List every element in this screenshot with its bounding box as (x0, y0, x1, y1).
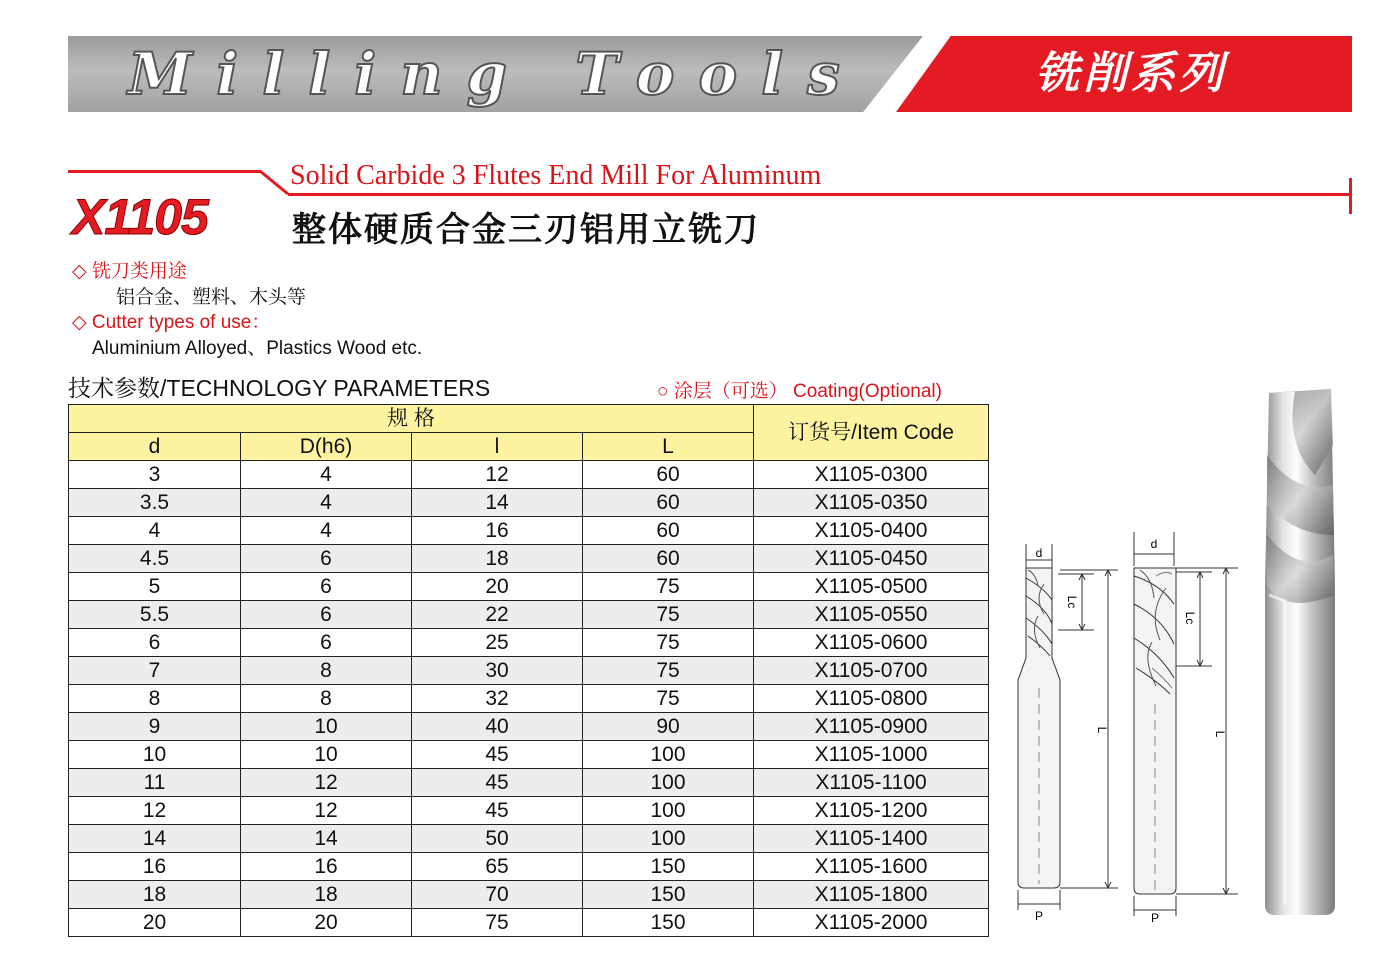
cell-item-code: X1105-0700 (754, 657, 989, 685)
cell-L: 100 (583, 825, 754, 853)
cell-item-code: X1105-1600 (754, 853, 989, 881)
spec-header: 规 格 (69, 405, 754, 433)
table-row (69, 461, 989, 489)
cell-item-code: X1105-0800 (754, 685, 989, 713)
dim-label-d: d (1035, 546, 1043, 560)
cell-d: 3.5 (69, 489, 241, 517)
cell-L: 150 (583, 909, 754, 937)
cell-item-code: X1105-1100 (754, 769, 989, 797)
dim-label-lc: Lc (1065, 595, 1079, 609)
cell-dh6: 18 (241, 881, 412, 909)
product-title-cn: 整体硬质合金三刃铝用立铣刀 (292, 211, 760, 249)
cell-item-code: X1105-1200 (754, 797, 989, 825)
coating-option: ○ 涂层（可选） Coating(Optional) (657, 381, 942, 402)
cell-dh6: 20 (241, 909, 412, 937)
header-rule-slant (258, 168, 292, 196)
cell-l: 18 (412, 545, 583, 573)
cell-l: 45 (412, 741, 583, 769)
cell-item-code: X1105-0600 (754, 629, 989, 657)
cell-L: 75 (583, 629, 754, 657)
table-row (69, 545, 989, 573)
cell-L: 75 (583, 657, 754, 685)
cell-L: 75 (583, 573, 754, 601)
cell-L: 150 (583, 853, 754, 881)
cell-d: 6 (69, 629, 241, 657)
dim-label-p: P (1034, 909, 1044, 923)
column-header-dh6: D(h6) (241, 433, 412, 461)
cell-dh6: 12 (241, 797, 412, 825)
cell-dh6: 10 (241, 713, 412, 741)
cell-L: 100 (583, 797, 754, 825)
cell-dh6: 4 (241, 489, 412, 517)
product-model: X1105 (72, 189, 208, 245)
table-row (69, 713, 989, 741)
cell-dh6: 12 (241, 769, 412, 797)
cell-item-code: X1105-0500 (754, 573, 989, 601)
cell-l: 75 (412, 909, 583, 937)
cell-dh6: 4 (241, 517, 412, 545)
cell-d: 5 (69, 573, 241, 601)
cell-dh6: 6 (241, 601, 412, 629)
cell-d: 16 (69, 853, 241, 881)
cell-dh6: 8 (241, 657, 412, 685)
cell-item-code: X1105-0300 (754, 461, 989, 489)
column-header-l-total: L (583, 433, 754, 461)
cell-L: 75 (583, 601, 754, 629)
cell-l: 20 (412, 573, 583, 601)
header-rule-end-tick (1349, 178, 1352, 214)
dim-label-lc-large: Lc (1183, 611, 1197, 625)
cell-d: 11 (69, 769, 241, 797)
cell-d: 7 (69, 657, 241, 685)
cell-dh6: 6 (241, 573, 412, 601)
cell-d: 10 (69, 741, 241, 769)
cell-l: 45 (412, 769, 583, 797)
cell-item-code: X1105-0900 (754, 713, 989, 741)
tool-drawing-small (1014, 538, 1124, 924)
cell-item-code: X1105-1400 (754, 825, 989, 853)
usage-text-cn: 铝合金、塑料、木头等 (116, 287, 307, 308)
cell-item-code: X1105-2000 (754, 909, 989, 937)
header-rule-left (68, 170, 261, 173)
cell-dh6: 14 (241, 825, 412, 853)
product-title-en: Solid Carbide 3 Flutes End Mill For Aluminum (290, 160, 822, 191)
banner-title: Milling Tools (128, 40, 864, 108)
cell-d: 5.5 (69, 601, 241, 629)
cell-l: 14 (412, 489, 583, 517)
cell-dh6: 10 (241, 741, 412, 769)
cell-l: 25 (412, 629, 583, 657)
cell-dh6: 8 (241, 685, 412, 713)
table-row (69, 797, 989, 825)
cell-l: 70 (412, 881, 583, 909)
cell-L: 60 (583, 461, 754, 489)
table-row (69, 825, 989, 853)
cell-item-code: X1105-0400 (754, 517, 989, 545)
cell-item-code: X1105-0450 (754, 545, 989, 573)
cell-item-code: X1105-1000 (754, 741, 989, 769)
banner-cn-title: 铣削系列 (1035, 48, 1227, 99)
cell-d: 18 (69, 881, 241, 909)
table-row (69, 853, 989, 881)
table-row (69, 573, 989, 601)
cell-l: 22 (412, 601, 583, 629)
table-row (69, 881, 989, 909)
cell-L: 75 (583, 685, 754, 713)
dim-label-d-large: d (1150, 537, 1158, 551)
parameters-table (68, 404, 989, 937)
cell-dh6: 4 (241, 461, 412, 489)
cell-d: 4.5 (69, 545, 241, 573)
cell-d: 3 (69, 461, 241, 489)
cell-l: 32 (412, 685, 583, 713)
table-row (69, 741, 989, 769)
cell-dh6: 6 (241, 545, 412, 573)
cell-L: 100 (583, 769, 754, 797)
dim-label-l-large: L (1213, 730, 1227, 738)
cell-item-code: X1105-0350 (754, 489, 989, 517)
cell-l: 30 (412, 657, 583, 685)
column-header-l-small: l (412, 433, 583, 461)
table-row (69, 489, 989, 517)
cell-item-code: X1105-0550 (754, 601, 989, 629)
cell-d: 9 (69, 713, 241, 741)
cell-d: 14 (69, 825, 241, 853)
cell-d: 20 (69, 909, 241, 937)
cell-d: 8 (69, 685, 241, 713)
cell-l: 50 (412, 825, 583, 853)
cell-L: 100 (583, 741, 754, 769)
cell-L: 60 (583, 489, 754, 517)
usage-label-en: ◇ Cutter types of use： (72, 312, 271, 333)
cell-L: 60 (583, 517, 754, 545)
cell-dh6: 6 (241, 629, 412, 657)
table-row (69, 517, 989, 545)
parameters-title: 技术参数/TECHNOLOGY PARAMETERS (68, 375, 491, 401)
cell-l: 40 (412, 713, 583, 741)
dim-label-l: L (1095, 726, 1109, 734)
table-row (69, 601, 989, 629)
cell-item-code: X1105-1800 (754, 881, 989, 909)
column-header-d: d (69, 433, 241, 461)
cell-l: 45 (412, 797, 583, 825)
cell-l: 65 (412, 853, 583, 881)
header-rule-right (288, 193, 1352, 196)
usage-label-cn: ◇ 铣刀类用途 (72, 261, 187, 282)
table-row (69, 769, 989, 797)
table-row (69, 629, 989, 657)
cell-L: 90 (583, 713, 754, 741)
cell-d: 4 (69, 517, 241, 545)
parameters-table-body (69, 461, 989, 937)
table-row (69, 685, 989, 713)
table-row (69, 657, 989, 685)
usage-text-en: Aluminium Alloyed、Plastics Wood etc. (92, 338, 423, 359)
dim-label-p-large: P (1150, 911, 1160, 924)
cell-dh6: 16 (241, 853, 412, 881)
top-banner (0, 0, 1392, 120)
cell-l: 12 (412, 461, 583, 489)
cell-L: 150 (583, 881, 754, 909)
item-code-header: 订货号/Item Code (754, 405, 989, 461)
cell-L: 60 (583, 545, 754, 573)
cell-l: 16 (412, 517, 583, 545)
end-mill-photo (1255, 385, 1345, 920)
cell-d: 12 (69, 797, 241, 825)
tool-drawing-large (1126, 528, 1242, 924)
table-row (69, 909, 989, 937)
